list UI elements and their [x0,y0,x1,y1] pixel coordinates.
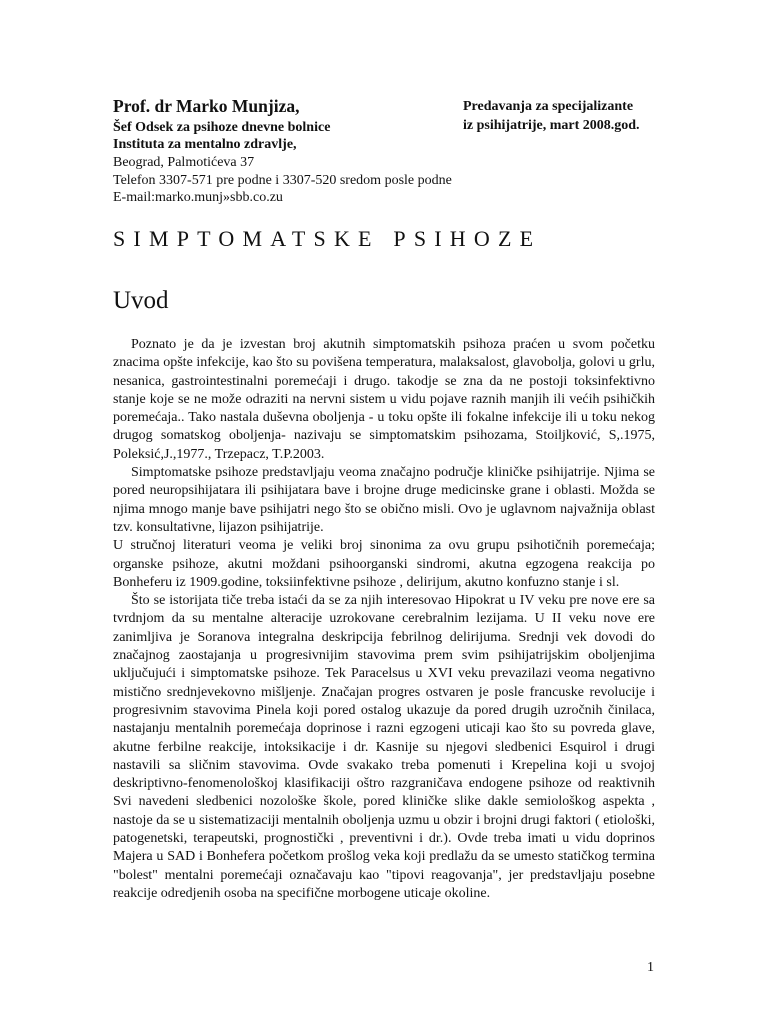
lecture-date: iz psihijatrije, mart 2008.god. [463,118,640,133]
address: Beograd, Palmotićeva 37 [113,155,255,170]
paragraph-2: Simptomatske psihoze predstavljaju veoma značajno područje kliničke psihijatrije. Njima se pored neuropsihijatara ili psihijatara bave i brojne druge medicinske grane i oblasti. Možda se njima mnogo manje bave psihijatri nego što se obično misli. Ovo je uglavnom najvažnija oblast tzv. konsultativne, lijazon psihijatrije. [113,465,655,535]
author-name: Prof. dr Marko Munjiza, [113,96,300,116]
body-text [113,336,655,903]
paragraph-4: Što se istorijata tiče treba istaći da se za njih interesovao Hipokrat u IV veku pre nove ere sa tvrdnjom da su mentalne alteracije uzrokovane cerebralnim lezijama. U II veku nove ere zanimljiva je Soranova integralna deskripcija febrilnog delirijuma. Srednji vek dovodi do značajnog zaostajanja u progresivnijim stavovima prem svim psihijatrijskim oboljenjima uključujući i simptomatske psihoze. Tek Paracelsus u XVI veku prevazilazi veoma negativno mistično srednjevekovno mišljenje. Značajan progres ostvaren je posle francuske revolucije i progresivnim stavovima Pinela koji pored ostalog ukazuje da pored drugih uzročnih činilaca, nastajanju mentalnih poremećaja doprinose i razni egzogeni uticaji kao što su povreda glave, akutne ferbilne reakcije, intoksikacije i dr. Kasnije su njegovi sledbenici Esquirol i drugi nastavili sa sličnim stavovima. Ovde svakako treba pomenuti i Krepelina koji u svojoj deskriptivno-fenomenološkoj klasifikaciji oštro razgraničava endogene psihoze od reaktivnih Svi navedeni sledbenici nozološke škole, pored kliničke slike dakle semiološkog aspekta , nastoje da se u sistematizaciji mentalnih oboljenja uzmu u obzir i brojni drugi faktori ( etiološki, patogenetski, terapeutski, prognostički , preventivni i dr.). Ovde treba imati u vidu doprinos Majera u SAD i Bonhefera početkom prošlog veka koji predlažu da se umesto statičkog termina "bolest" mentalni poremećaji označavaju kao "tipovi reagovanja", jer predstavljaju posebne reakcije odredjenih osoba na specifične morbogene uticaje okoline. [113,593,655,901]
email: E-mail:marko.munj»sbb.co.zu [113,190,283,205]
paragraph-1: Poznato je da je izvestan broj akutnih simptomatskih psihoza praćen u svom početku znacima opšte infekcije, kao što su povišena temperatura, malaksalost, glavobolja, golovi u grlu, nesanica, gastrointestinalni poremećaji i drugo. takodje se zna da ne postoji toksinfektivno stanje koje se ne može odraziti na nervni sistem u vidu pojave raznih manjih ili većih psihičkih poremećaja.. Tako nastala duševna oboljenja - u toku opšte ili fokalne infekcije ili u toku nekog drugog somatskog oboljenja- nazivaju se simptomatskim psihozama, Stoiljković, S,.1975, Poleksić,J.,1977., Trzepacz, T.P.2003. [113,337,655,462]
document-title: SIMPTOMATSKE PSIHOZE [113,226,542,251]
institute-name: Instituta za mentalno zdravlje, [113,137,297,152]
author-position: Šef Odsek za psihoze dnevne bolnice [113,120,331,135]
paragraph-3: U stručnoj literaturi veoma je veliki broj sinonima za ovu grupu psihotičnih poremećaja; organske psihoze, akutni moždani psihoorganski sindromi, akutna egzogena reakcija po Bonheferu iz 1909.godine, toksiinfektivne psihoze , delirijum, akutno konfuzno stanje i sl. [113,538,655,590]
section-heading: Uvod [113,287,169,314]
phone: Telefon 3307-571 pre podne i 3307-520 sredom posle podne [113,172,452,188]
lecture-title: Predavanja za specijalizante [463,99,634,114]
page-number: 1 [647,960,654,975]
author-header [113,96,673,207]
